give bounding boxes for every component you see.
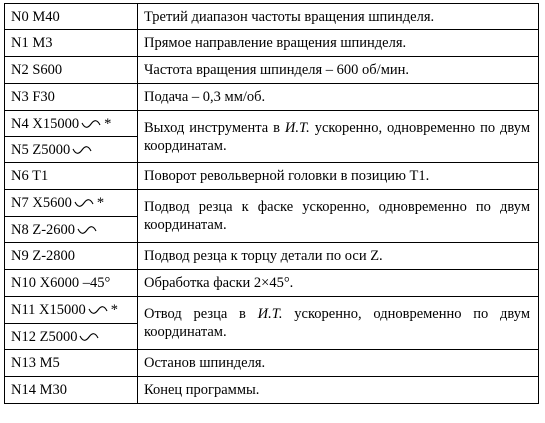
table-row bbox=[5, 297, 539, 324]
code-cell: N1 M3 bbox=[5, 30, 138, 57]
code-cell: N3 F30 bbox=[5, 84, 138, 111]
wave-icon bbox=[79, 332, 99, 342]
description-cell: Подача – 0,3 мм/об. bbox=[138, 84, 539, 111]
table-row bbox=[5, 4, 539, 30]
description-cell: Подвод резца к торцу детали по оси Z. bbox=[138, 243, 539, 270]
wave-icon bbox=[88, 305, 108, 315]
code-cell bbox=[5, 324, 138, 350]
description-cell bbox=[138, 111, 539, 163]
table-row bbox=[5, 270, 539, 297]
code-text: N12 Z5000 bbox=[11, 328, 78, 345]
code-cell: N6 T1 bbox=[5, 163, 138, 190]
code-cell: N0 M40 bbox=[5, 4, 138, 30]
description-cell: Третий диапазон частоты вращения шпинделя. bbox=[138, 4, 539, 30]
nc-program-table bbox=[4, 3, 539, 404]
table-row bbox=[5, 243, 539, 270]
description-cell: Конец программы. bbox=[138, 377, 539, 404]
code-cell bbox=[5, 190, 138, 217]
code-cell bbox=[5, 111, 138, 137]
table-row bbox=[5, 30, 539, 57]
asterisk: * bbox=[104, 115, 112, 132]
description-cell: Останов шпинделя. bbox=[138, 350, 539, 377]
table-row bbox=[5, 84, 539, 111]
wave-icon bbox=[81, 119, 101, 129]
code-cell bbox=[5, 297, 138, 324]
code-text: N7 X5600 bbox=[11, 195, 72, 211]
description-cell: Прямое направление вращения шпинделя. bbox=[138, 30, 539, 57]
description-text: ускоренно, одновременно по двум координатам. bbox=[144, 306, 530, 340]
table-row bbox=[5, 57, 539, 84]
asterisk: * bbox=[96, 195, 105, 211]
code-text: N11 X15000 bbox=[11, 302, 86, 318]
table-row bbox=[5, 350, 539, 377]
table-row bbox=[5, 377, 539, 404]
code-cell: N2 S600 bbox=[5, 57, 138, 84]
table-row bbox=[5, 111, 539, 137]
asterisk: * bbox=[110, 302, 119, 318]
description-cell: Поворот револьверной головки в позицию T1. bbox=[138, 163, 539, 190]
description-text: Отвод резца в bbox=[144, 306, 258, 322]
description-cell: Частота вращения шпинделя – 600 об/мин. bbox=[138, 57, 539, 84]
code-cell bbox=[5, 137, 138, 163]
description-text: ускоренно, одновременно по двум координатам. bbox=[144, 119, 531, 154]
description-cell: Обработка фаски 2×45°. bbox=[138, 270, 539, 297]
code-text: N8 Z-2600 bbox=[11, 221, 76, 238]
code-cell: N10 X6000 –45° bbox=[5, 270, 138, 297]
code-text: N4 X15000 bbox=[11, 115, 80, 132]
table-row bbox=[5, 190, 539, 217]
description-text: Выход инструмента в bbox=[144, 119, 285, 136]
code-text: N5 Z5000 bbox=[11, 141, 71, 158]
code-cell bbox=[5, 217, 138, 243]
code-cell: N13 M5 bbox=[5, 350, 138, 377]
code-cell: N14 M30 bbox=[5, 377, 138, 404]
wave-icon bbox=[74, 198, 94, 208]
description-cell bbox=[138, 297, 539, 350]
wave-icon bbox=[72, 145, 92, 155]
wave-icon bbox=[77, 225, 97, 235]
emphasis-text: И.Т. bbox=[257, 306, 283, 322]
emphasis-text: И.Т. bbox=[284, 119, 310, 136]
table-row bbox=[5, 163, 539, 190]
code-cell: N9 Z-2800 bbox=[5, 243, 138, 270]
description-cell: Подвод резца к фаске ускоренно, одновременно по двум координатам. bbox=[138, 190, 539, 243]
